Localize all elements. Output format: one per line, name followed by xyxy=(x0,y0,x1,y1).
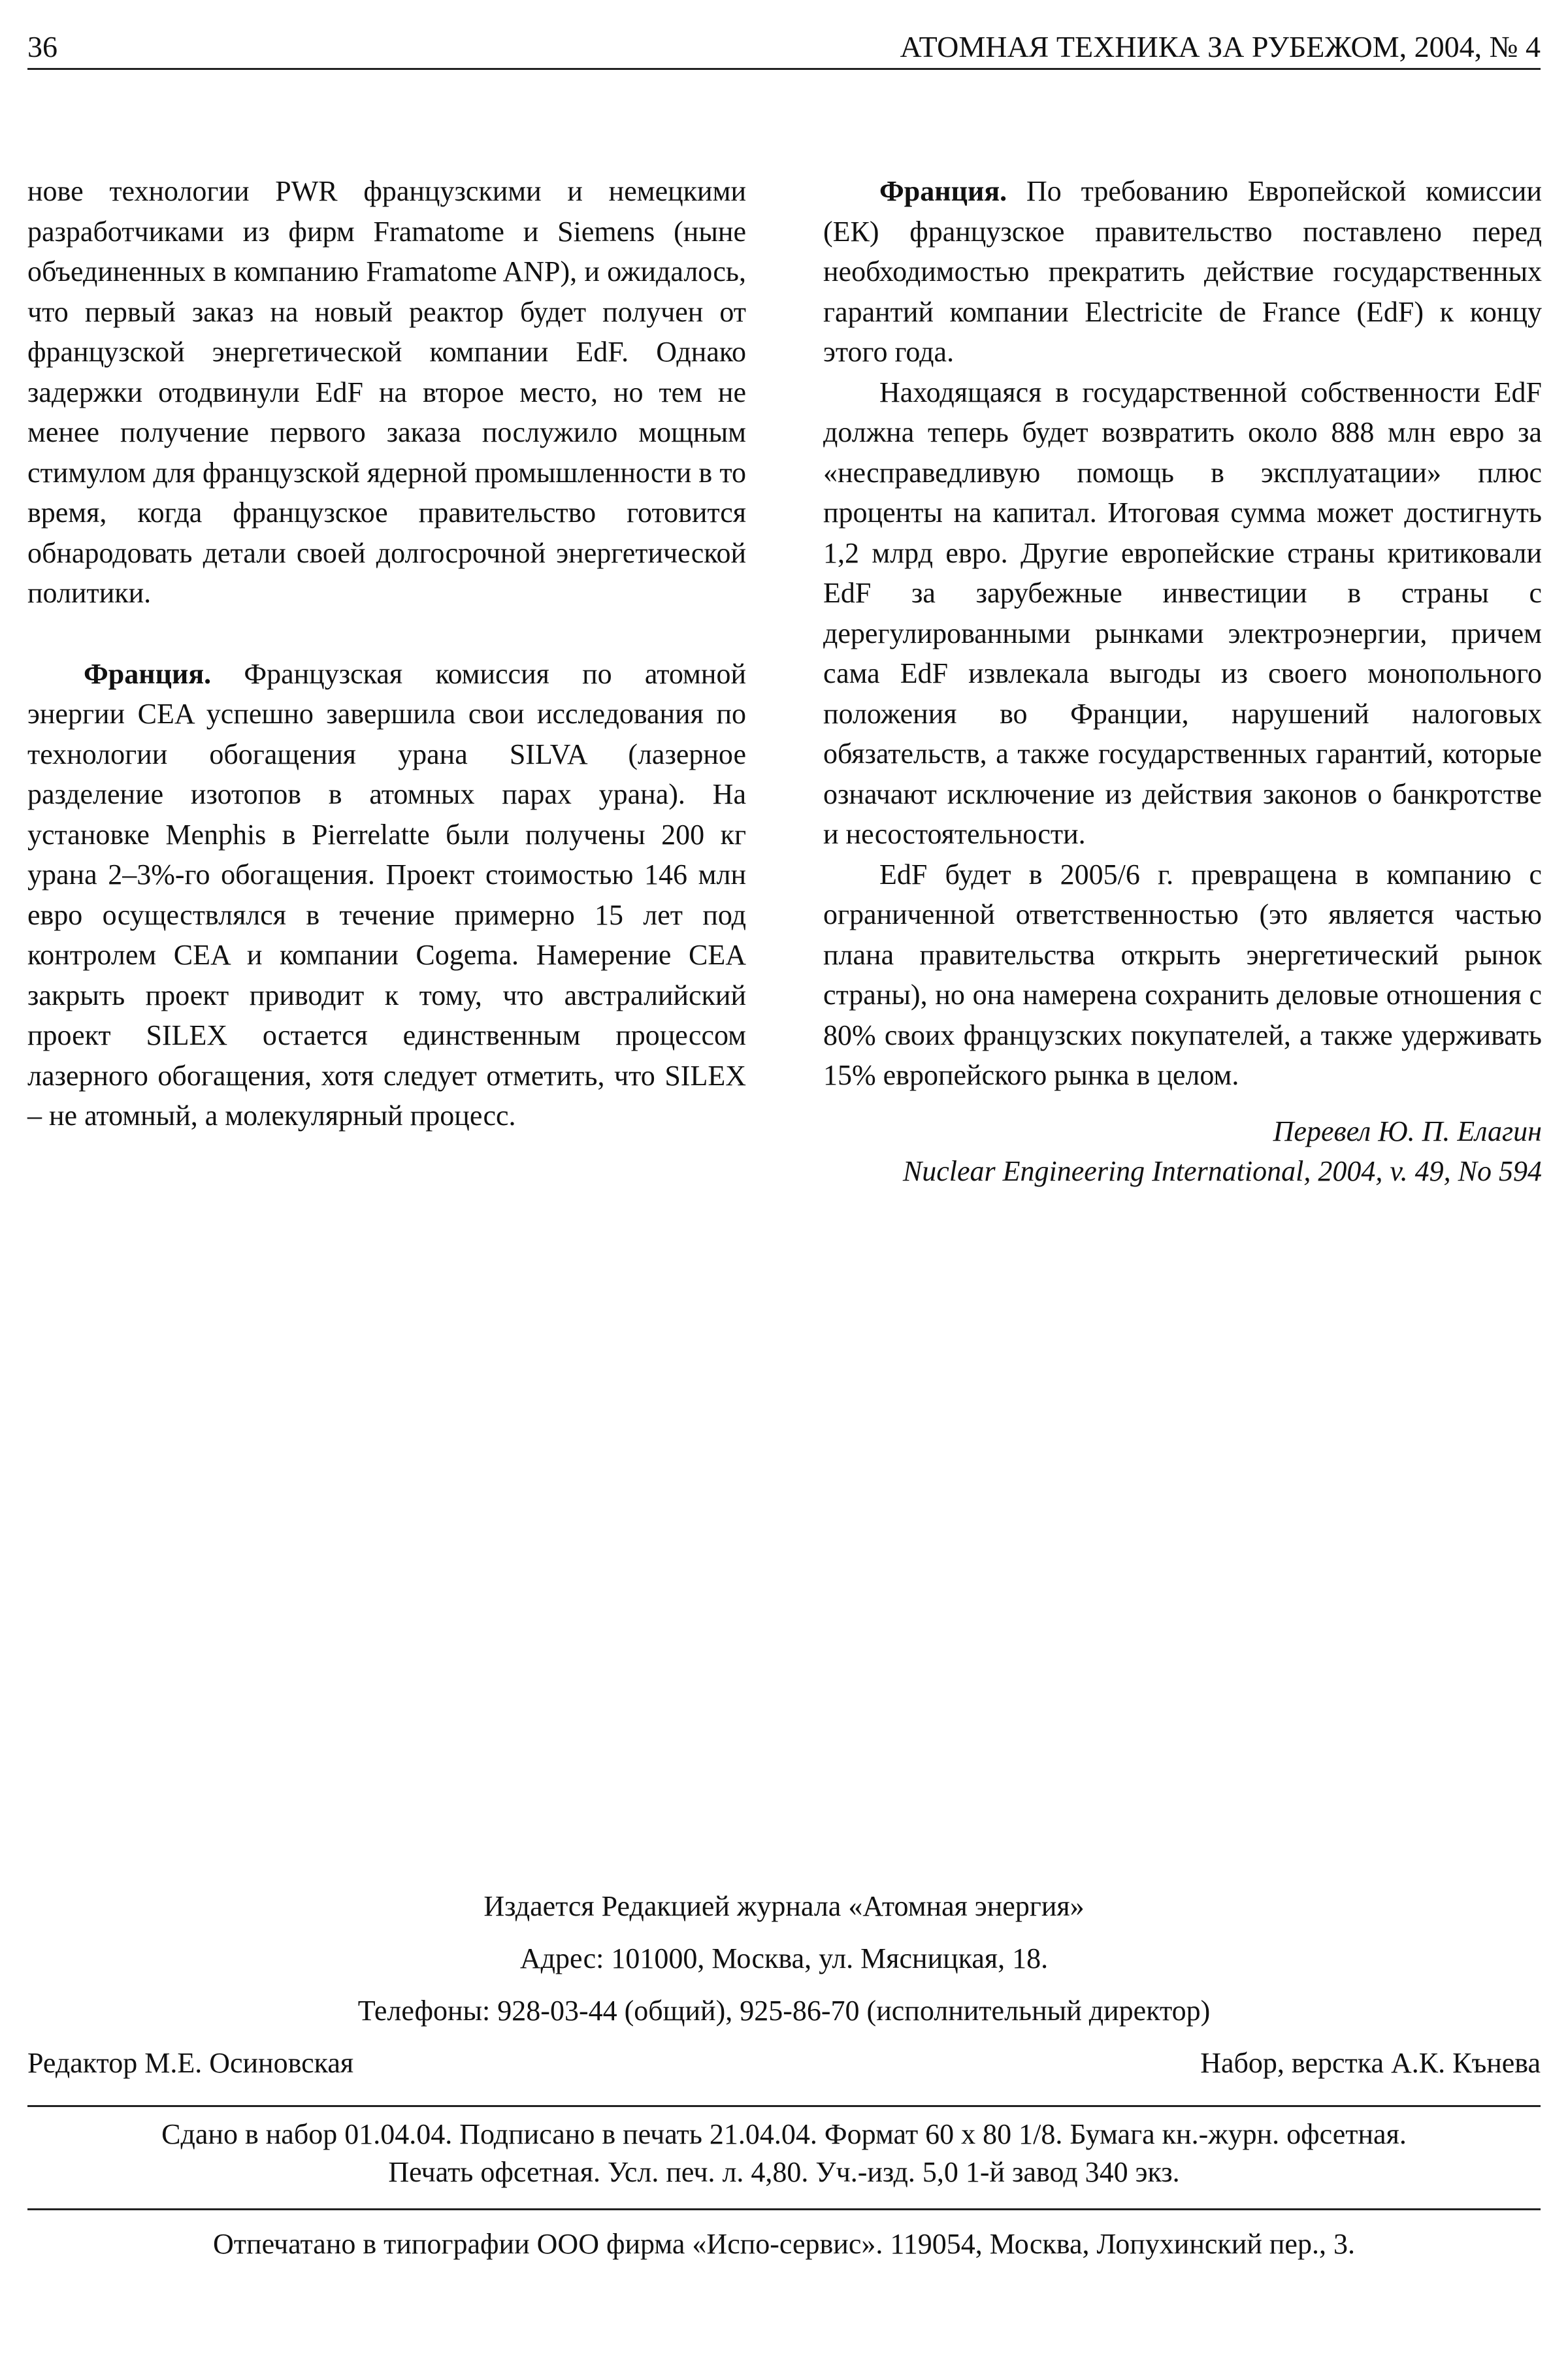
paragraph xyxy=(27,654,746,1136)
paragraph: Находящаяся в государственной собственности EdF должна теперь будет возвратить около 888 млн евро за «несправедливую помощь в эксплуатации» плюс проценты на капитал. Итоговая сумма может достигнуть 1,2 млрд евро. Другие европейские страны критиковали EdF за зарубежные инвестиции в страны с дерегулированными рынками электроэнергии, причем сама EdF извлекала выгоды из своего монопольного положения во Франции, нарушений налоговых обязательств, а также государственных гарантий, которые означают исключение из действия законов о банкротстве и несостоятельности. xyxy=(823,376,1542,850)
translator-credit: Перевел Ю. П. Елагин xyxy=(1273,1115,1542,1147)
imprint-rule-top xyxy=(27,2105,1541,2107)
paragraph-text: По требованию Европейской комиссии (ЕК) французское правительство поставлено перед необходимостью прекратить действие государственных гарантий компании Electricite de France (EdF) к концу этого года. xyxy=(823,175,1542,368)
print-details xyxy=(27,2116,1541,2191)
right-column xyxy=(823,171,1542,1192)
address-line: Адрес: 101000, Москва, ул. Мясницкая, 18. xyxy=(519,1942,1049,1974)
print-details-line: Сдано в набор 01.04.04. Подписано в печать 21.04.04. Формат 60 х 80 1/8. Бумага кн.-журн. офсетная. xyxy=(161,2118,1407,2150)
layout-credit: Набор, верстка А.К. Кънева xyxy=(1200,2047,1541,2079)
running-header xyxy=(27,26,1541,78)
section-lead: Франция. xyxy=(879,175,1007,207)
publisher-line: Издается Редакцией журнала «Атомная энергия» xyxy=(483,1890,1085,1922)
source-citation: Nuclear Engineering International, 2004, v. 49, No 594 xyxy=(902,1155,1542,1187)
paragraph: EdF будет в 2005/6 г. превращена в компанию с ограниченной ответственностью (это является частью плана правительства открыть энергетический рынок страны), но она намерена сохранить деловые отношения с 80% своих французских покупателей, а также удерживать 15% европейского рынка в целом. xyxy=(823,858,1542,1091)
imprint-rule-bottom xyxy=(27,2208,1541,2210)
page-number: 36 xyxy=(27,30,57,63)
section-lead: Франция. xyxy=(84,657,212,690)
journal-title: АТОМНАЯ ТЕХНИКА ЗА РУБЕЖОМ, 2004, № 4 xyxy=(900,30,1541,63)
phones-line: Телефоны: 928-03-44 (общий), 925-86-70 (исполнительный директор) xyxy=(357,1995,1211,2027)
credits-line xyxy=(27,2044,1541,2096)
print-details-line: Печать офсетная. Усл. печ. л. 4,80. Уч.-изд. 5,0 1-й завод 340 экз. xyxy=(388,2156,1180,2188)
printer-line: Отпечатано в типографии ООО фирма «Испо-сервис». 119054, Москва, Лопухинский пер., 3. xyxy=(213,2228,1355,2260)
editor-credit: Редактор М.Е. Осиновская xyxy=(27,2047,354,2079)
paragraph-text: Французская комиссия по атомной энергии CEA успешно завершила свои исследования по технологии обогащения урана SILVA (лазерное разделение изотопов в атомных парах урана). На установке Menphis в Pierrelatte были получены 200 кг урана 2–3%-го обогащения. Проект стоимостью 146 млн евро осуществлялся в течение примерно 15 лет под контролем CEA и компании Cogema. Намерение CEA закрыть проект приводит к тому, что австралийский проект SILEX остается единственным процессом лазерного обогащения, хотя следует отметить, что SILEX – не атомный, а молекулярный процесс. xyxy=(27,657,746,1132)
paragraph: нове технологии PWR французскими и немецкими разработчиками из фирм Framatome и Siemens (ныне объединенных в компанию Framatome ANP), и ожидалось, что первый заказ на новый реактор будет получен от французской энергетической компании EdF. Однако задержки отодвинули EdF на второе место, но тем не менее получение первого заказа послужило мощным стимулом для французской ядерной промышленности в то время, когда французское правительство готовится обнародовать детали своей долгосрочной энергетической политики. xyxy=(27,175,746,609)
header-rule xyxy=(27,68,1541,70)
imprint xyxy=(27,1887,1541,2096)
left-column xyxy=(27,171,746,1136)
paragraph xyxy=(823,171,1542,372)
